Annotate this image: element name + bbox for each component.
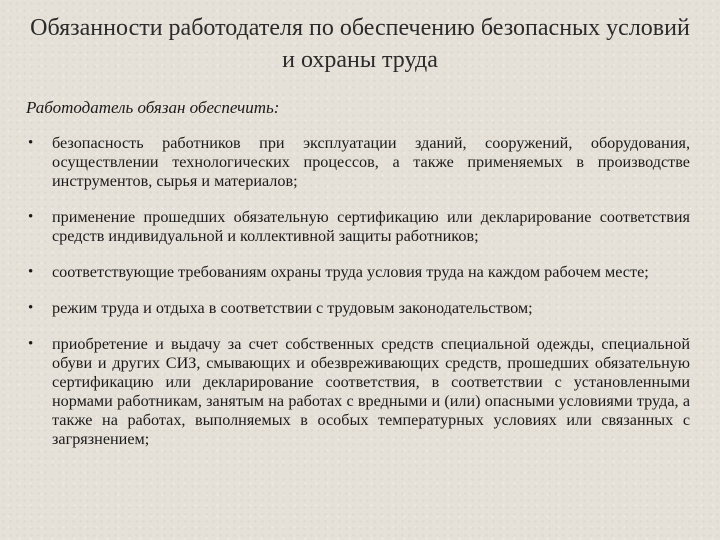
- list-item: [26, 263, 690, 282]
- bullet-marker: •: [28, 264, 34, 280]
- list-item: [26, 208, 690, 246]
- slide-title: Обязанности работодателя по обеспечению безопасных условий и охраны труда: [30, 15, 690, 73]
- list-item-text: режим труда и отдыха в соответствии с трудовым законодательством;: [52, 299, 533, 317]
- list-item-text: соответствующие требованиям охраны труда условия труда на каждом рабочем месте;: [52, 263, 649, 281]
- list-item: [26, 299, 690, 318]
- list-item: [26, 335, 690, 449]
- bullet-marker: •: [28, 300, 34, 316]
- bullet-marker: •: [28, 336, 34, 352]
- list-item-text: безопасность работников при эксплуатации зданий, сооружений, оборудования, осуществлении технологических процессов, а также применяемых в производстве инструментов, сырья и материалов;: [52, 134, 690, 190]
- bullet-marker: •: [28, 135, 34, 151]
- list-item-text: приобретение и выдачу за счет собственных средств специальной одежды, специальной обуви и других СИЗ, смывающих и обезвреживающих средств, прошедших обязательную сертификацию или декларирование соответствия, в соответствии с установленными нормами работникам, занятым на работах с вредными и (или) опасными условиями труда, а также на работах, выполняемых в особых температурных условиях или связанных с загрязнением;: [52, 335, 690, 448]
- slide-subtitle: Работодатель обязан обеспечить:: [26, 98, 280, 117]
- bullet-marker: •: [28, 209, 34, 225]
- list-item: [26, 134, 690, 191]
- bullet-list: [26, 134, 690, 466]
- list-item-text: применение прошедших обязательную сертификацию или декларирование соответствия средств индивидуальной и коллективной защиты работников;: [52, 208, 690, 245]
